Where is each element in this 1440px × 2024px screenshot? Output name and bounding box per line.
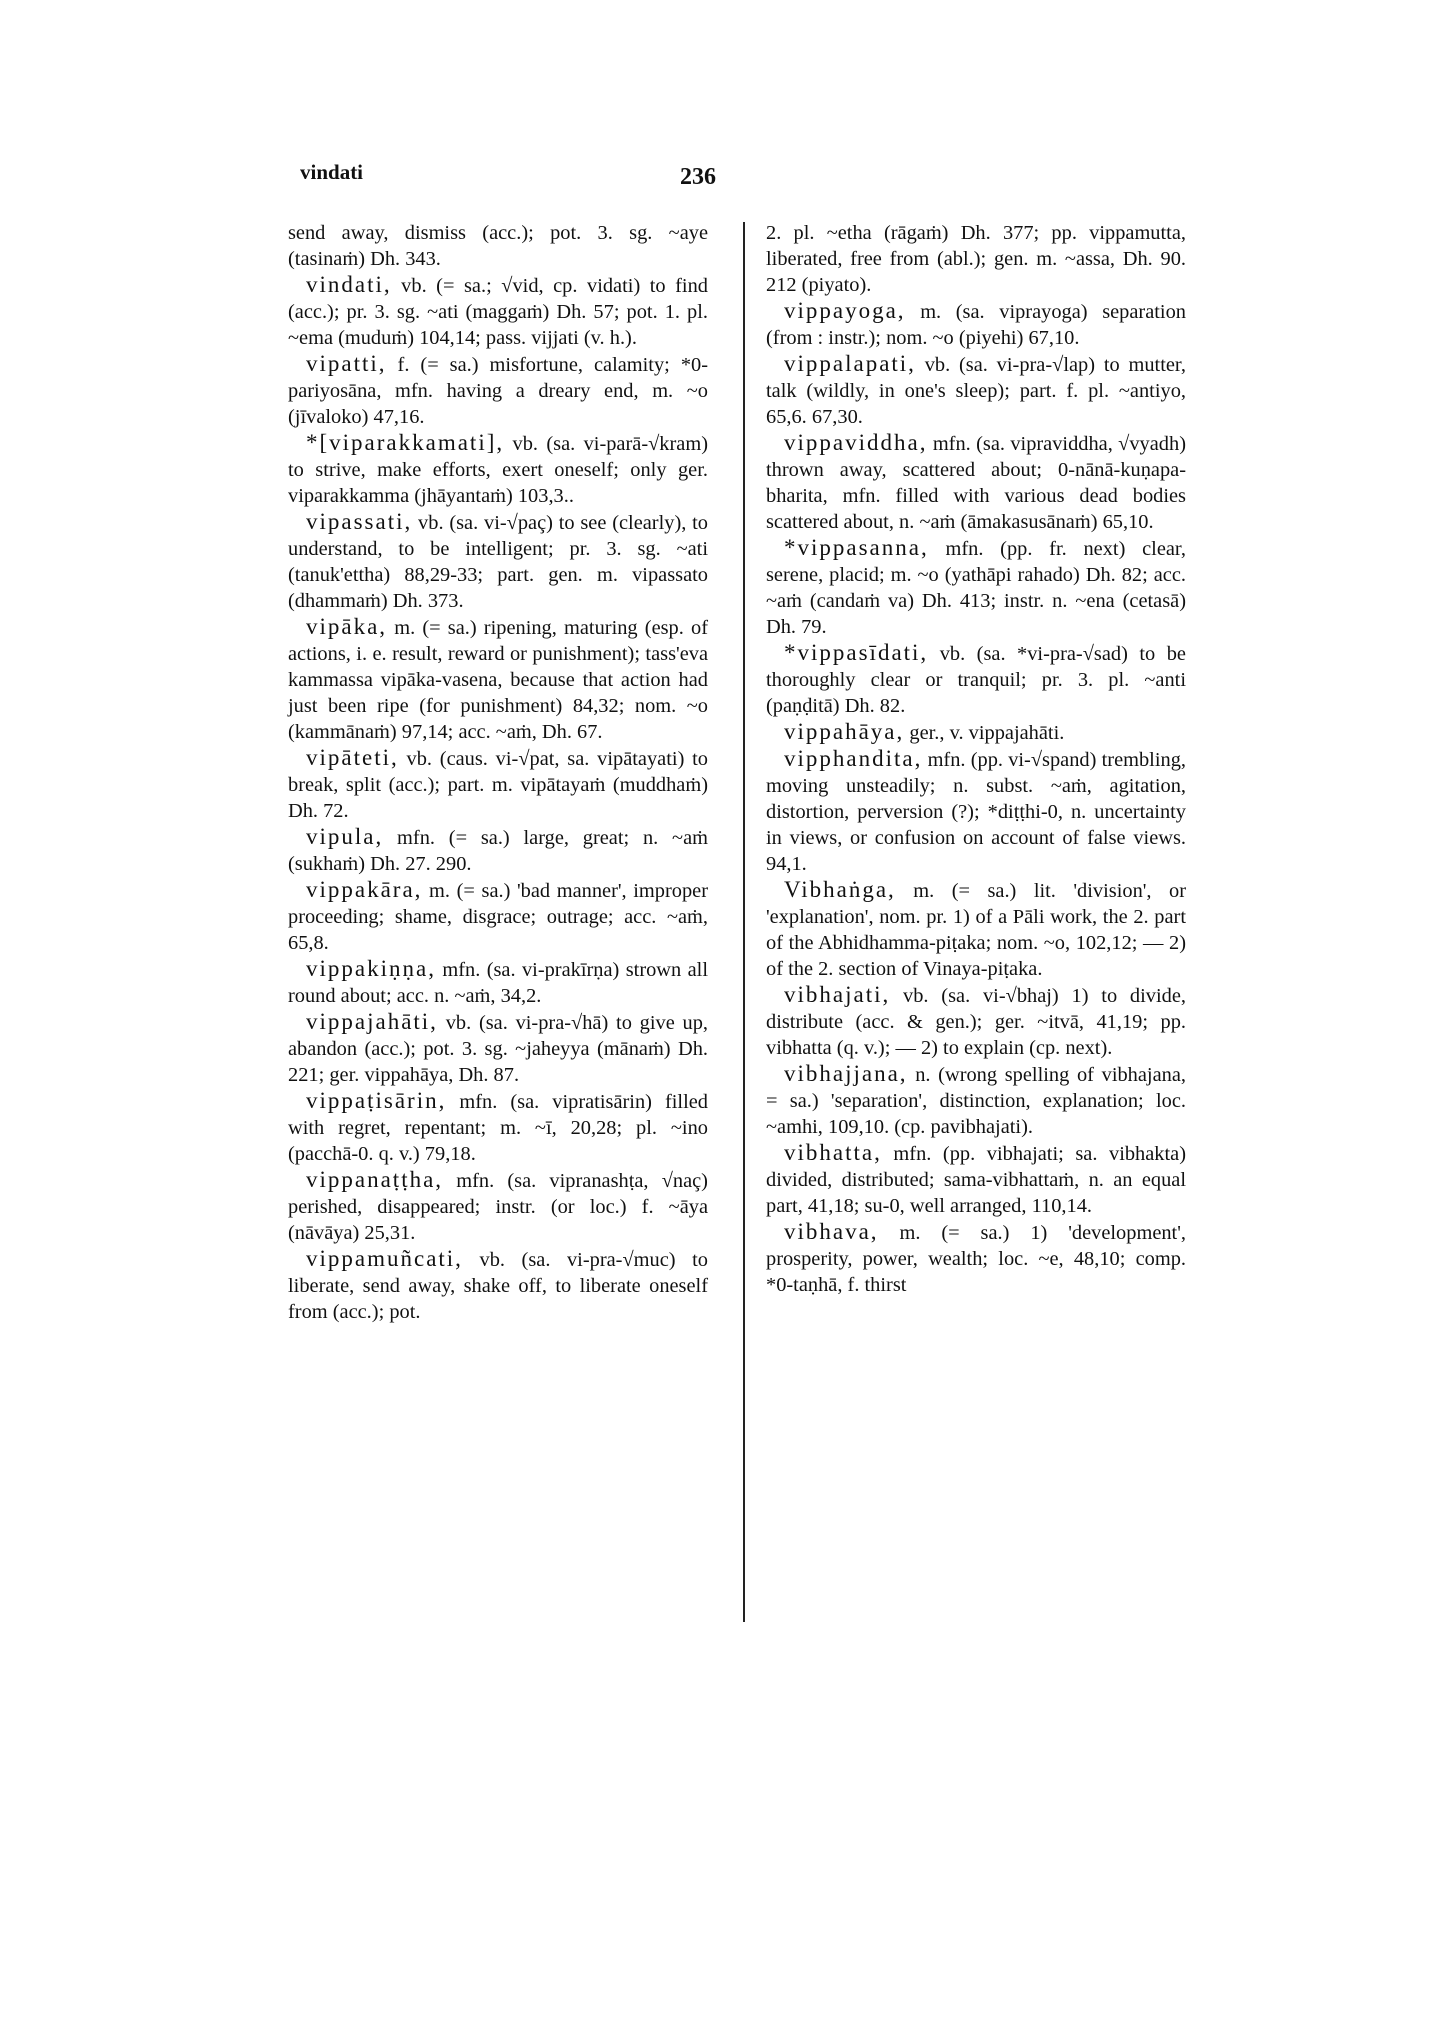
entry-lemma: vipassati, (306, 509, 413, 534)
entry-text: vb. (sa. vi-√bhaj) 1) to divide, distribute (acc. & gen.); ger. ~itvā, 41,19; pp. vibhatta (q. v.); — 2) to explain (cp. next). (766, 985, 1186, 1059)
dictionary-entry (766, 1061, 1186, 1140)
dictionary-entry (766, 430, 1186, 535)
entry-text: mfn. (sa. vipratisārin) filled with regret, repentant; m. ~ī, 20,28; pl. ~ino (pacchā-0. q. v.) 79,18. (288, 1091, 708, 1165)
entry-lemma: vibhajati, (784, 982, 891, 1007)
entry-text: m. (= sa.) 1) 'development', prosperity, power, wealth; loc. ~e, 48,10; comp. *0-taṇhā, f. thirst (766, 1222, 1186, 1296)
dictionary-entry (766, 719, 1186, 746)
entry-text: ger., v. vippajahāti. (909, 722, 1065, 744)
entry-lemma: vibhava, (784, 1219, 879, 1244)
entry-text: vb. (sa. vi-pra-√muc) to liberate, send away, shake off, to liberate oneself from (acc.); pot. (288, 1249, 708, 1323)
entry-lemma: vindati, (306, 272, 392, 297)
entry-text: f. (= sa.) misfortune, calamity; *0-pariyosāna, mfn. having a dreary end, m. ~o (jīvaloko) 47,16. (288, 354, 708, 428)
entry-text: 2. pl. ~etha (rāgaṁ) Dh. 377; pp. vippamutta, liberated, free from (abl.); gen. m. ~assa, Dh. 90. 212 (piyato). (766, 222, 1186, 296)
dictionary-entry (766, 1219, 1186, 1298)
entry-text: mfn. (pp. vibhajati; sa. vibhakta) divided, distributed; sama-vibhattaṁ, n. an equal part, 41,18; su-0, well arranged, 110,14. (766, 1143, 1186, 1217)
dictionary-entry (766, 1140, 1186, 1219)
entry-lemma: vippanaṭṭha, (306, 1167, 444, 1192)
running-head: vindati (300, 160, 364, 184)
entry-text: m. (sa. viprayoga) separation (from : instr.); nom. ~o (piyehi) 67,10. (766, 301, 1186, 349)
dictionary-entry (766, 351, 1186, 430)
entry-text: m. (= sa.) ripening, maturing (esp. of actions, i. e. result, reward or punishment); tass'eva kammassa vipāka-vasena, because that action had just been ripe (for punishment) 84,32; nom. ~o (kammānaṁ) 97,14; acc. ~aṁ, Dh. 67. (288, 617, 708, 743)
dictionary-entry (288, 1088, 708, 1167)
dictionary-entry (288, 1246, 708, 1325)
dictionary-entry (288, 877, 708, 956)
dictionary-entry (288, 509, 708, 614)
entry-lemma: vibhajjana, (784, 1061, 908, 1086)
dictionary-entry (288, 351, 708, 430)
entry-text: vb. (sa. vi-parā-√kram) to strive, make efforts, exert oneself; only ger. viparakkamma (jhāyantaṁ) 103,3.. (288, 433, 708, 507)
dictionary-entry (766, 877, 1186, 982)
column-divider (743, 222, 745, 1622)
dictionary-entry (288, 956, 708, 1009)
entry-text: m. (= sa.) lit. 'division', or 'explanation', nom. pr. 1) of a Pāli work, the 2. part of the Abhidhamma-piṭaka; nom. ~o, 102,12; — 2) of the 2. section of Vinaya-piṭaka. (766, 880, 1186, 980)
entry-text: m. (= sa.) 'bad manner', improper proceeding; shame, disgrace; outrage; acc. ~aṁ, 65,8. (288, 880, 708, 954)
entry-lemma: vippamuñcati, (306, 1246, 463, 1271)
entry-lemma: *[viparakkamati], (306, 430, 505, 455)
entry-text: mfn. (sa. vi-prakīrṇa) strown all round about; acc. n. ~aṁ, 34,2. (288, 959, 709, 1007)
entry-text: mfn. (sa. vipraviddha, √vyadh) thrown away, scattered about; 0-nānā-kuṇapa-bharita, mfn. filled with various dead bodies scattered about, n. ~aṁ (āmakasusānaṁ) 65,10. (766, 433, 1186, 533)
entry-text: vb. (sa. vi-pra-√lap) to mutter, talk (wildly, in one's sleep); part. f. pl. ~antiyo, 65,6. 67,30. (766, 354, 1186, 428)
dictionary-entry (288, 430, 708, 509)
entry-text: vb. (sa. vi-pra-√hā) to give up, abandon (acc.); pot. 3. sg. ~jaheyya (mānaṁ) Dh. 221; ger. vippahāya, Dh. 87. (288, 1012, 708, 1086)
entry-lemma: vippayoga, (784, 298, 906, 323)
entry-lemma: vipatti, (306, 351, 387, 376)
entry-text: mfn. (= sa.) large, great; n. ~aṁ (sukhaṁ) Dh. 27. 290. (288, 827, 708, 875)
entry-lemma: *vippasīdati, (784, 640, 929, 665)
dictionary-entry (766, 640, 1186, 719)
dictionary-entry (766, 298, 1186, 351)
entry-text: n. (wrong spelling of vibhajana, = sa.) 'separation', distinction, explanation; loc. ~amhi, 109,10. (cp. pavibhajati). (766, 1064, 1186, 1138)
entry-text: vb. (caus. vi-√pat, sa. vipātayati) to break, split (acc.); part. m. vipātayaṁ (muddhaṁ) Dh. 72. (288, 748, 708, 822)
dictionary-entry (766, 746, 1186, 877)
dictionary-entry (288, 272, 708, 351)
entry-text: mfn. (pp. fr. next) clear, serene, placid; m. ~o (yathāpi rahado) Dh. 82; acc. ~aṁ (candaṁ va) Dh. 413; instr. n. ~ena (cetasā) Dh. 79. (766, 538, 1186, 638)
entry-lemma: vippaviddha, (784, 430, 928, 455)
entry-text: mfn. (pp. vi-√spand) trembling, moving unsteadily; n. subst. ~aṁ, agitation, distortion, perversion (?); *diṭṭhi-0, n. uncertainty in views, or confusion on account of false views. 94,1. (766, 749, 1186, 875)
entry-lemma: vippaṭisārin, (306, 1088, 447, 1113)
dictionary-entry (288, 220, 708, 272)
left-column (288, 220, 708, 1325)
entry-lemma: vipphandita, (784, 746, 923, 771)
dictionary-entry (288, 614, 708, 745)
entry-lemma: vipāteti, (306, 745, 399, 770)
entry-lemma: vippahāya, (784, 719, 905, 744)
dictionary-entry (766, 535, 1186, 640)
entry-text: vb. (sa. *vi-pra-√sad) to be thoroughly clear or tranquil; pr. 3. pl. ~anti (paṇḍitā) Dh. 82. (766, 643, 1186, 717)
entry-lemma: vippajahāti, (306, 1009, 438, 1034)
entry-text: vb. (sa. vi-√paç) to see (clearly), to understand, to be intelligent; pr. 3. sg. ~ati (tanuk'ettha) 88,29-33; part. gen. m. vipassato (dhammaṁ) Dh. 373. (288, 512, 708, 612)
entry-lemma: vippalapati, (784, 351, 916, 376)
entry-lemma: vibhatta, (784, 1140, 882, 1165)
entry-lemma: *vippasanna, (784, 535, 929, 560)
dictionary-entry (288, 1009, 708, 1088)
page-number: 236 (680, 164, 716, 190)
entry-lemma: vipāka, (306, 614, 388, 639)
dictionary-entry (288, 745, 708, 824)
entry-text: vb. (= sa.; √vid, cp. vidati) to find (acc.); pr. 3. sg. ~ati (maggaṁ) Dh. 57; pot. 1. pl. ~ema (muduṁ) 104,14; pass. vijjati (v. h.). (288, 275, 708, 349)
entry-lemma: vippakāra, (306, 877, 423, 902)
dictionary-entry (288, 824, 708, 877)
right-column (766, 220, 1186, 1298)
entry-lemma: vipula, (306, 824, 384, 849)
dictionary-entry (766, 982, 1186, 1061)
entry-text: mfn. (sa. vipranashṭa, √naç) perished, disappeared; instr. (or loc.) f. ~āya (nāvāya) 25,31. (288, 1170, 708, 1244)
dictionary-entry (766, 220, 1186, 298)
entry-lemma: vippakiṇṇa, (306, 956, 436, 981)
dictionary-entry (288, 1167, 708, 1246)
page-header (300, 160, 1140, 200)
entry-lemma: Vibhaṅga, (784, 877, 896, 902)
entry-text: send away, dismiss (acc.); pot. 3. sg. ~aye (tasinaṁ) Dh. 343. (288, 222, 708, 270)
